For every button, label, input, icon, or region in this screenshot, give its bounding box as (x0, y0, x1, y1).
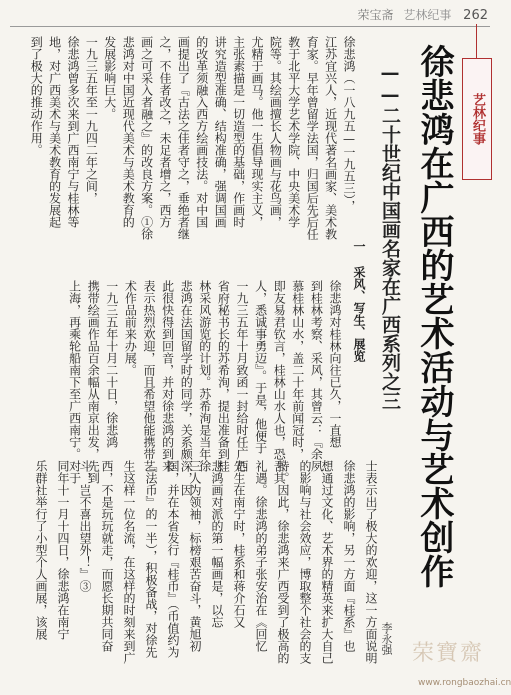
article-subtitle: ——二十世纪中国画名家在广西系列之三 (379, 62, 401, 410)
header-column: 艺林纪事 (403, 8, 452, 22)
text-column: 携带绘画作品百余幅从南京出发，先到 (86, 280, 101, 484)
text-column: 主张素描是一切造型的基础，作画时 (231, 36, 246, 228)
tag-ornament (476, 24, 477, 58)
header-magazine: 荣宝斋 (357, 8, 394, 22)
text-column: 上海，再乘轮船南下至广西南宁。对于 (67, 280, 82, 484)
text-column: 林采风游览的计划。苏希洵是当年徐 (197, 280, 212, 472)
section-heading: 一 采风、写生、展览 (352, 240, 366, 362)
text-column: 三人为领袖，标榜艰苦奋斗，黄旭初 (188, 460, 202, 652)
page-header (0, 0, 500, 34)
watermark-url: www.rongbaozhai.cn (418, 678, 511, 688)
text-column: 之，不佳者改之，未足者增之，西方 (158, 36, 172, 228)
text-column: 画之可采入者融之』的改良方案。①徐 (139, 36, 154, 240)
text-column: 育家。早年曾留学法国，归国后先后任 (305, 36, 320, 240)
text-column: 士表示出了极大的欢迎，这一方面说明 (364, 460, 378, 664)
text-column: 乐群社举行了小型个人画展，该展 (34, 460, 48, 640)
article-author: 李永强 (380, 622, 393, 655)
text-column: 礼遇。徐悲鸿的弟子张安治在《回忆 (254, 460, 268, 652)
header-text (357, 6, 488, 23)
text-column: 术作品前来办展。 (123, 280, 138, 376)
text-column: 徐悲鸿（一八九五—一九五三）， (342, 36, 356, 212)
text-column: 悲鸿对中国近现代美术与美术教育的 (121, 36, 136, 228)
text-column: 教于北平大学艺术学院、中央美术学 (286, 36, 301, 228)
text-column: 一九三五年至一九四二年之间， (84, 36, 99, 204)
text-column: 国，并在本省发行『桂币』（币值约为 (166, 460, 180, 658)
column-tag-label: 艺林纪事 (470, 93, 485, 145)
text-column: 省府秘书长的苏希洵，提出准备到桂 (216, 280, 231, 472)
text-column: 想通过文化、艺术界的精英来扩大自己 (320, 460, 334, 664)
text-column: 的改革须融入西方绘画技法。对中国 (194, 36, 209, 228)
text-column: 此很快得到回音，并对徐悲鸿的到来 (160, 280, 175, 472)
text-column: 悲鸿画对派的第一幅画是，以忘 (210, 460, 224, 628)
text-column: 持。因此，徐悲鸿来广西受到了极高的 (276, 460, 290, 664)
text-column: 徐悲鸿的影响，另一方面『桂系』也 (342, 460, 356, 652)
text-column: 一九三五年十月致函一封给时任广西 (235, 280, 249, 472)
watermark-logo: 荣寶齋 (412, 641, 485, 666)
text-column: 慕桂林山水，盖二十年前闻冠时， (290, 280, 305, 460)
text-column: 徐悲鸿对桂林向往已久，一直想 (328, 280, 342, 448)
text-column: 西，不是玩玩就走，而愿长期共同奋 (100, 460, 114, 652)
text-column: 一九三五年十月二十日，徐悲鸿 (104, 280, 119, 448)
text-column: 到了极大的推动作用。 (29, 36, 44, 156)
column-tag (462, 58, 492, 180)
text-column: 地，对广西美术与美术教育的发展起 (47, 36, 62, 228)
text-column: 尤精于画马。他一生倡导现实主义， (250, 36, 264, 228)
text-column: 画提出了『古法之佳者守之，垂绝者继 (176, 36, 191, 240)
page-number: 262 (463, 8, 488, 23)
header-rule (10, 26, 490, 27)
watermark (412, 636, 492, 672)
text-column: 同年十一月十四日，徐悲鸿在南宁 (56, 460, 70, 640)
text-column: 悲鸿在法国留学时的同学，关系颇深，因 (179, 280, 194, 496)
text-column: 生这样一位名流，在这样的时刻来到广 (122, 460, 136, 664)
text-column: 表示热烈欢迎，而且希望他能携带艺 (142, 280, 156, 472)
article-title: 徐悲鸿在广西的艺术活动与艺术创作 (414, 44, 454, 588)
text-column: 徐悲鸿曾多次来到广西南宁与桂林等 (66, 36, 80, 228)
text-column: 发展影响巨大。 (102, 36, 117, 120)
text-column: 江苏宜兴人，近现代著名画家、美术教 (323, 36, 338, 240)
text-column: 的影响与社会效应，博取整个社会的支 (298, 460, 312, 664)
text-column: 即友易君钦言，桂林山水人也，恐吾其 (272, 280, 287, 484)
text-column: 讲究造型准确、结构准确，强调国画 (213, 36, 228, 228)
text-column: 院等。其绘画擅长人物画与花鸟画， (268, 36, 283, 228)
text-column: 先生在南宁时，桂系和蒋介石又 (232, 460, 246, 628)
text-column: 『法币』的一半），积极备战，对徐先 (144, 460, 158, 658)
text-column: 斗，岂不喜出望外！』③ (78, 460, 92, 592)
text-column: 人，悉诚事勇迈』。于是，他便于 (253, 280, 268, 454)
text-column: 到桂林考察、采风，其曾云：『余夙 (309, 280, 324, 472)
